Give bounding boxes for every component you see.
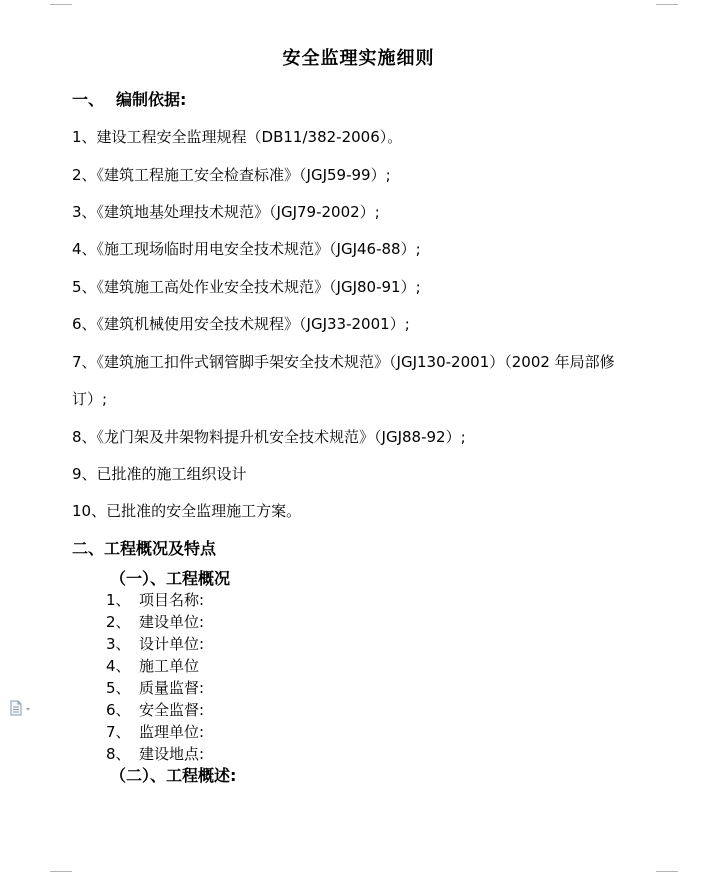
basis-line-4: 4、《施工现场临时用电安全技术规范》（JGJ46-88）; (72, 240, 421, 258)
overview-item-label: 项目名称: (139, 591, 205, 609)
overview-item-label: 设计单位: (139, 635, 205, 653)
crop-mark-bottom-left (50, 871, 72, 872)
overview-item-label: 安全监督: (139, 701, 205, 719)
overview-item-number: 3、 (106, 635, 131, 653)
document-title: 安全监理实施细则 (282, 48, 435, 69)
overview-item (106, 701, 204, 719)
basis-line-10: 10、已批准的安全监理施工方案。 (72, 502, 302, 520)
section2-sub1-heading: （一）、工程概况 (110, 569, 231, 588)
overview-item-number: 7、 (106, 723, 131, 741)
overview-item-number: 2、 (106, 613, 131, 631)
basis-line-3: 3、《建筑地基处理技术规范》（JGJ79-2002）; (72, 203, 380, 221)
overview-item (106, 657, 199, 675)
section2-sub2-heading: （二）、工程概述: (110, 766, 237, 785)
overview-item-number: 8、 (106, 745, 131, 763)
basis-line-8: 8、《龙门架及井架物料提升机安全技术规范》（JGJ88-92）; (72, 428, 466, 446)
document-icon[interactable] (8, 700, 36, 716)
overview-item (106, 745, 204, 763)
overview-item-number: 4、 (106, 657, 131, 675)
overview-item-label: 建设地点: (139, 745, 205, 763)
basis-line-5: 5、《建筑施工高处作业安全技术规范》（JGJ80-91）; (72, 278, 421, 296)
crop-mark-bottom-right (656, 871, 678, 872)
overview-item (106, 679, 204, 697)
overview-item (106, 591, 204, 609)
overview-item-label: 监理单位: (139, 723, 205, 741)
section1-heading-text: 编制依据: (116, 90, 187, 109)
basis-line-1: 1、建设工程安全监理规程（DB11/382-2006）。 (72, 128, 403, 146)
overview-item (106, 613, 204, 631)
basis-line-7-cont: 订）; (72, 390, 108, 408)
overview-item-label: 施工单位 (139, 657, 200, 675)
basis-line-2: 2、《建筑工程施工安全检查标准》（JGJ59-99）; (72, 166, 391, 184)
overview-item-label: 建设单位: (139, 613, 205, 631)
basis-line-9: 9、已批准的施工组织设计 (72, 465, 247, 483)
section2-heading: 二、工程概况及特点 (72, 539, 217, 558)
overview-item (106, 723, 204, 741)
overview-item-label: 质量监督: (139, 679, 205, 697)
overview-item-number: 1、 (106, 591, 131, 609)
crop-mark-top-right (656, 4, 678, 5)
basis-line-6: 6、《建筑机械使用安全技术规程》（JGJ33-2001）; (72, 315, 410, 333)
overview-item-number: 6、 (106, 701, 131, 719)
basis-line-7: 7、《建筑施工扣件式钢管脚手架安全技术规范》（JGJ130-2001）（2002 年局部修 (72, 353, 615, 371)
overview-item (106, 635, 204, 653)
section1-heading (72, 90, 186, 110)
overview-item-number: 5、 (106, 679, 131, 697)
crop-mark-top-left (50, 4, 72, 5)
section1-number: 一、 (72, 90, 105, 109)
